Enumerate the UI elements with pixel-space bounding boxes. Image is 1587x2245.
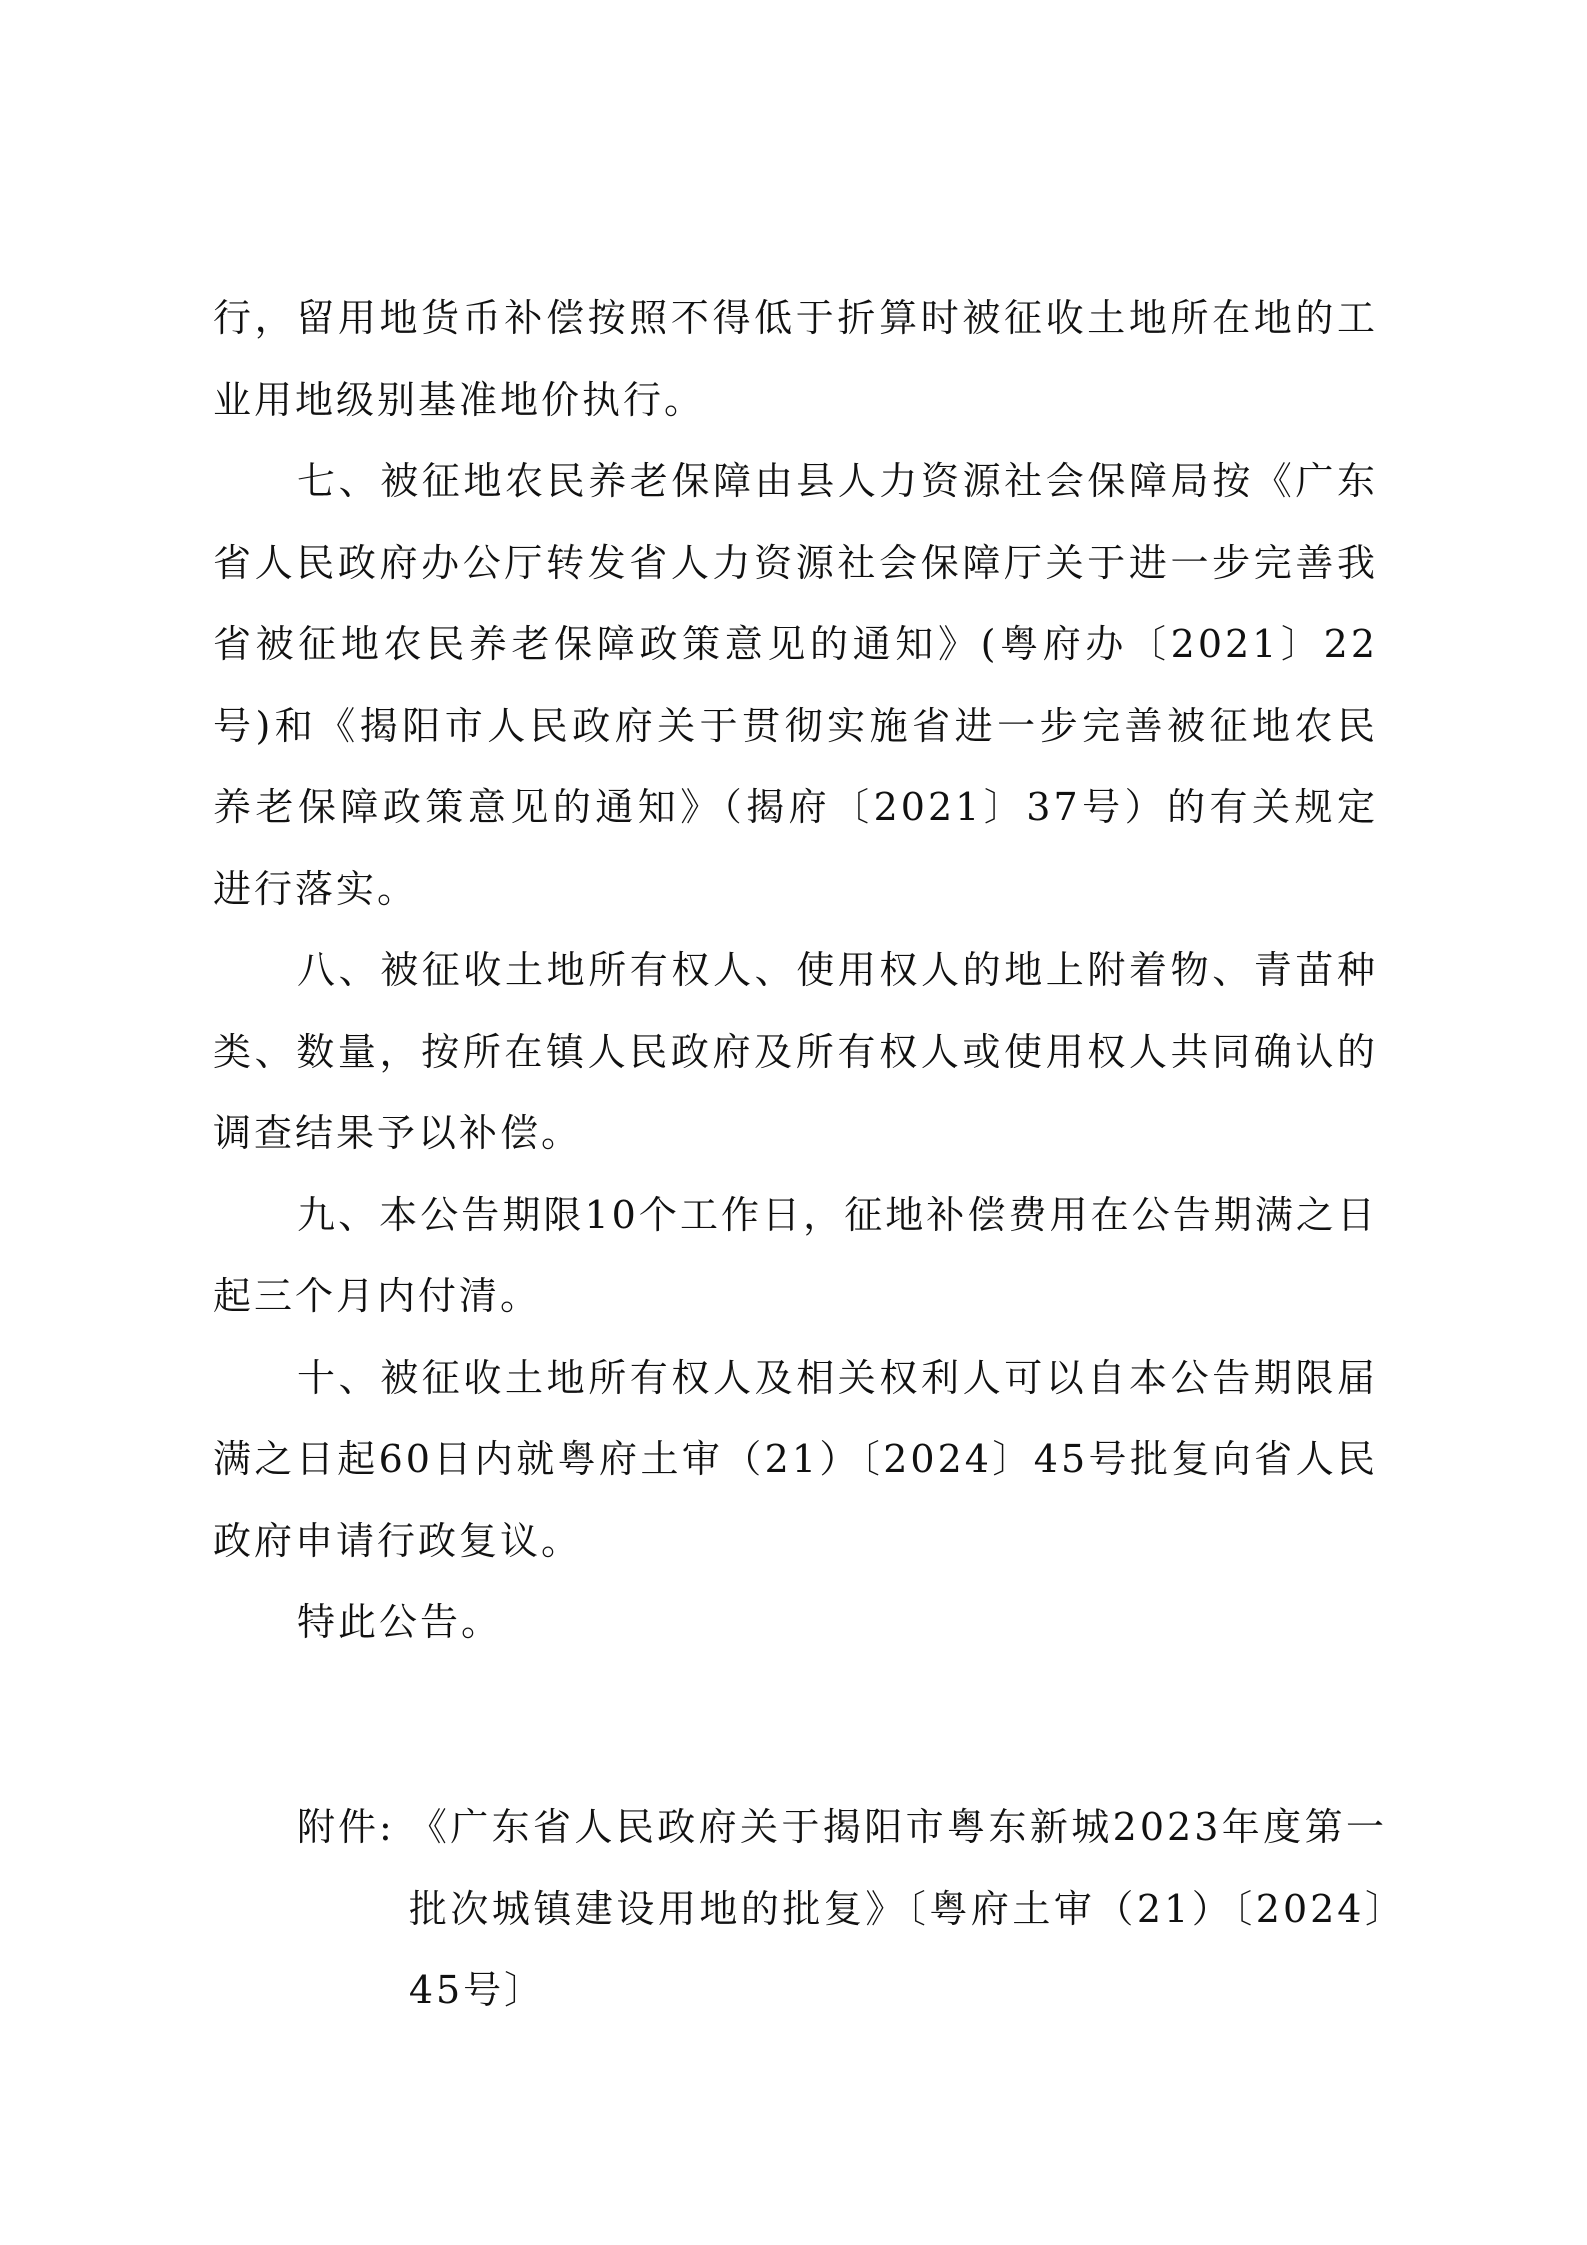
attachment-text: 《广东省人民政府关于揭阳市粤东新城2023年度第一批次城镇建设用地的批复》〔粤府土审（21）〔2024〕45号〕: [408, 1805, 1387, 2012]
attachment-block: [297, 1787, 1387, 2032]
document-body: [213, 278, 1378, 1664]
paragraph-continuation: 行，留用地货币补偿按照不得低于折算时被征收土地所在地的工业用地级别基准地价执行。: [213, 296, 1378, 422]
attachment-label: 附件:: [297, 1805, 395, 1849]
paragraph-item-eight: 八、被征收土地所有权人、使用权人的地上附着物、青苗种类、数量，按所在镇人民政府及所有权人或使用权人共同确认的调查结果予以补偿。: [213, 948, 1378, 1155]
paragraph-item-seven: 七、被征地农民养老保障由县人力资源社会保障局按《广东省人民政府办公厅转发省人力资源社会保障厅关于进一步完善我省被征地农民养老保障政策意见的通知》(粤府办〔2021〕22号)和《揭阳市人民政府关于贯彻实施省进一步完善被征地农民养老保障政策意见的通知》（揭府〔2021〕37号）的有关规定进行落实。: [213, 459, 1378, 911]
closing-statement: 特此公告。: [297, 1600, 503, 1644]
paragraph-item-ten: 十、被征收土地所有权人及相关权利人可以自本公告期限届满之日起60日内就粤府土审（21）〔2024〕45号批复向省人民政府申请行政复议。: [213, 1355, 1378, 1563]
paragraph-item-nine: 九、本公告期限10个工作日，征地补偿费用在公告期满之日起三个月内付清。: [213, 1192, 1378, 1318]
